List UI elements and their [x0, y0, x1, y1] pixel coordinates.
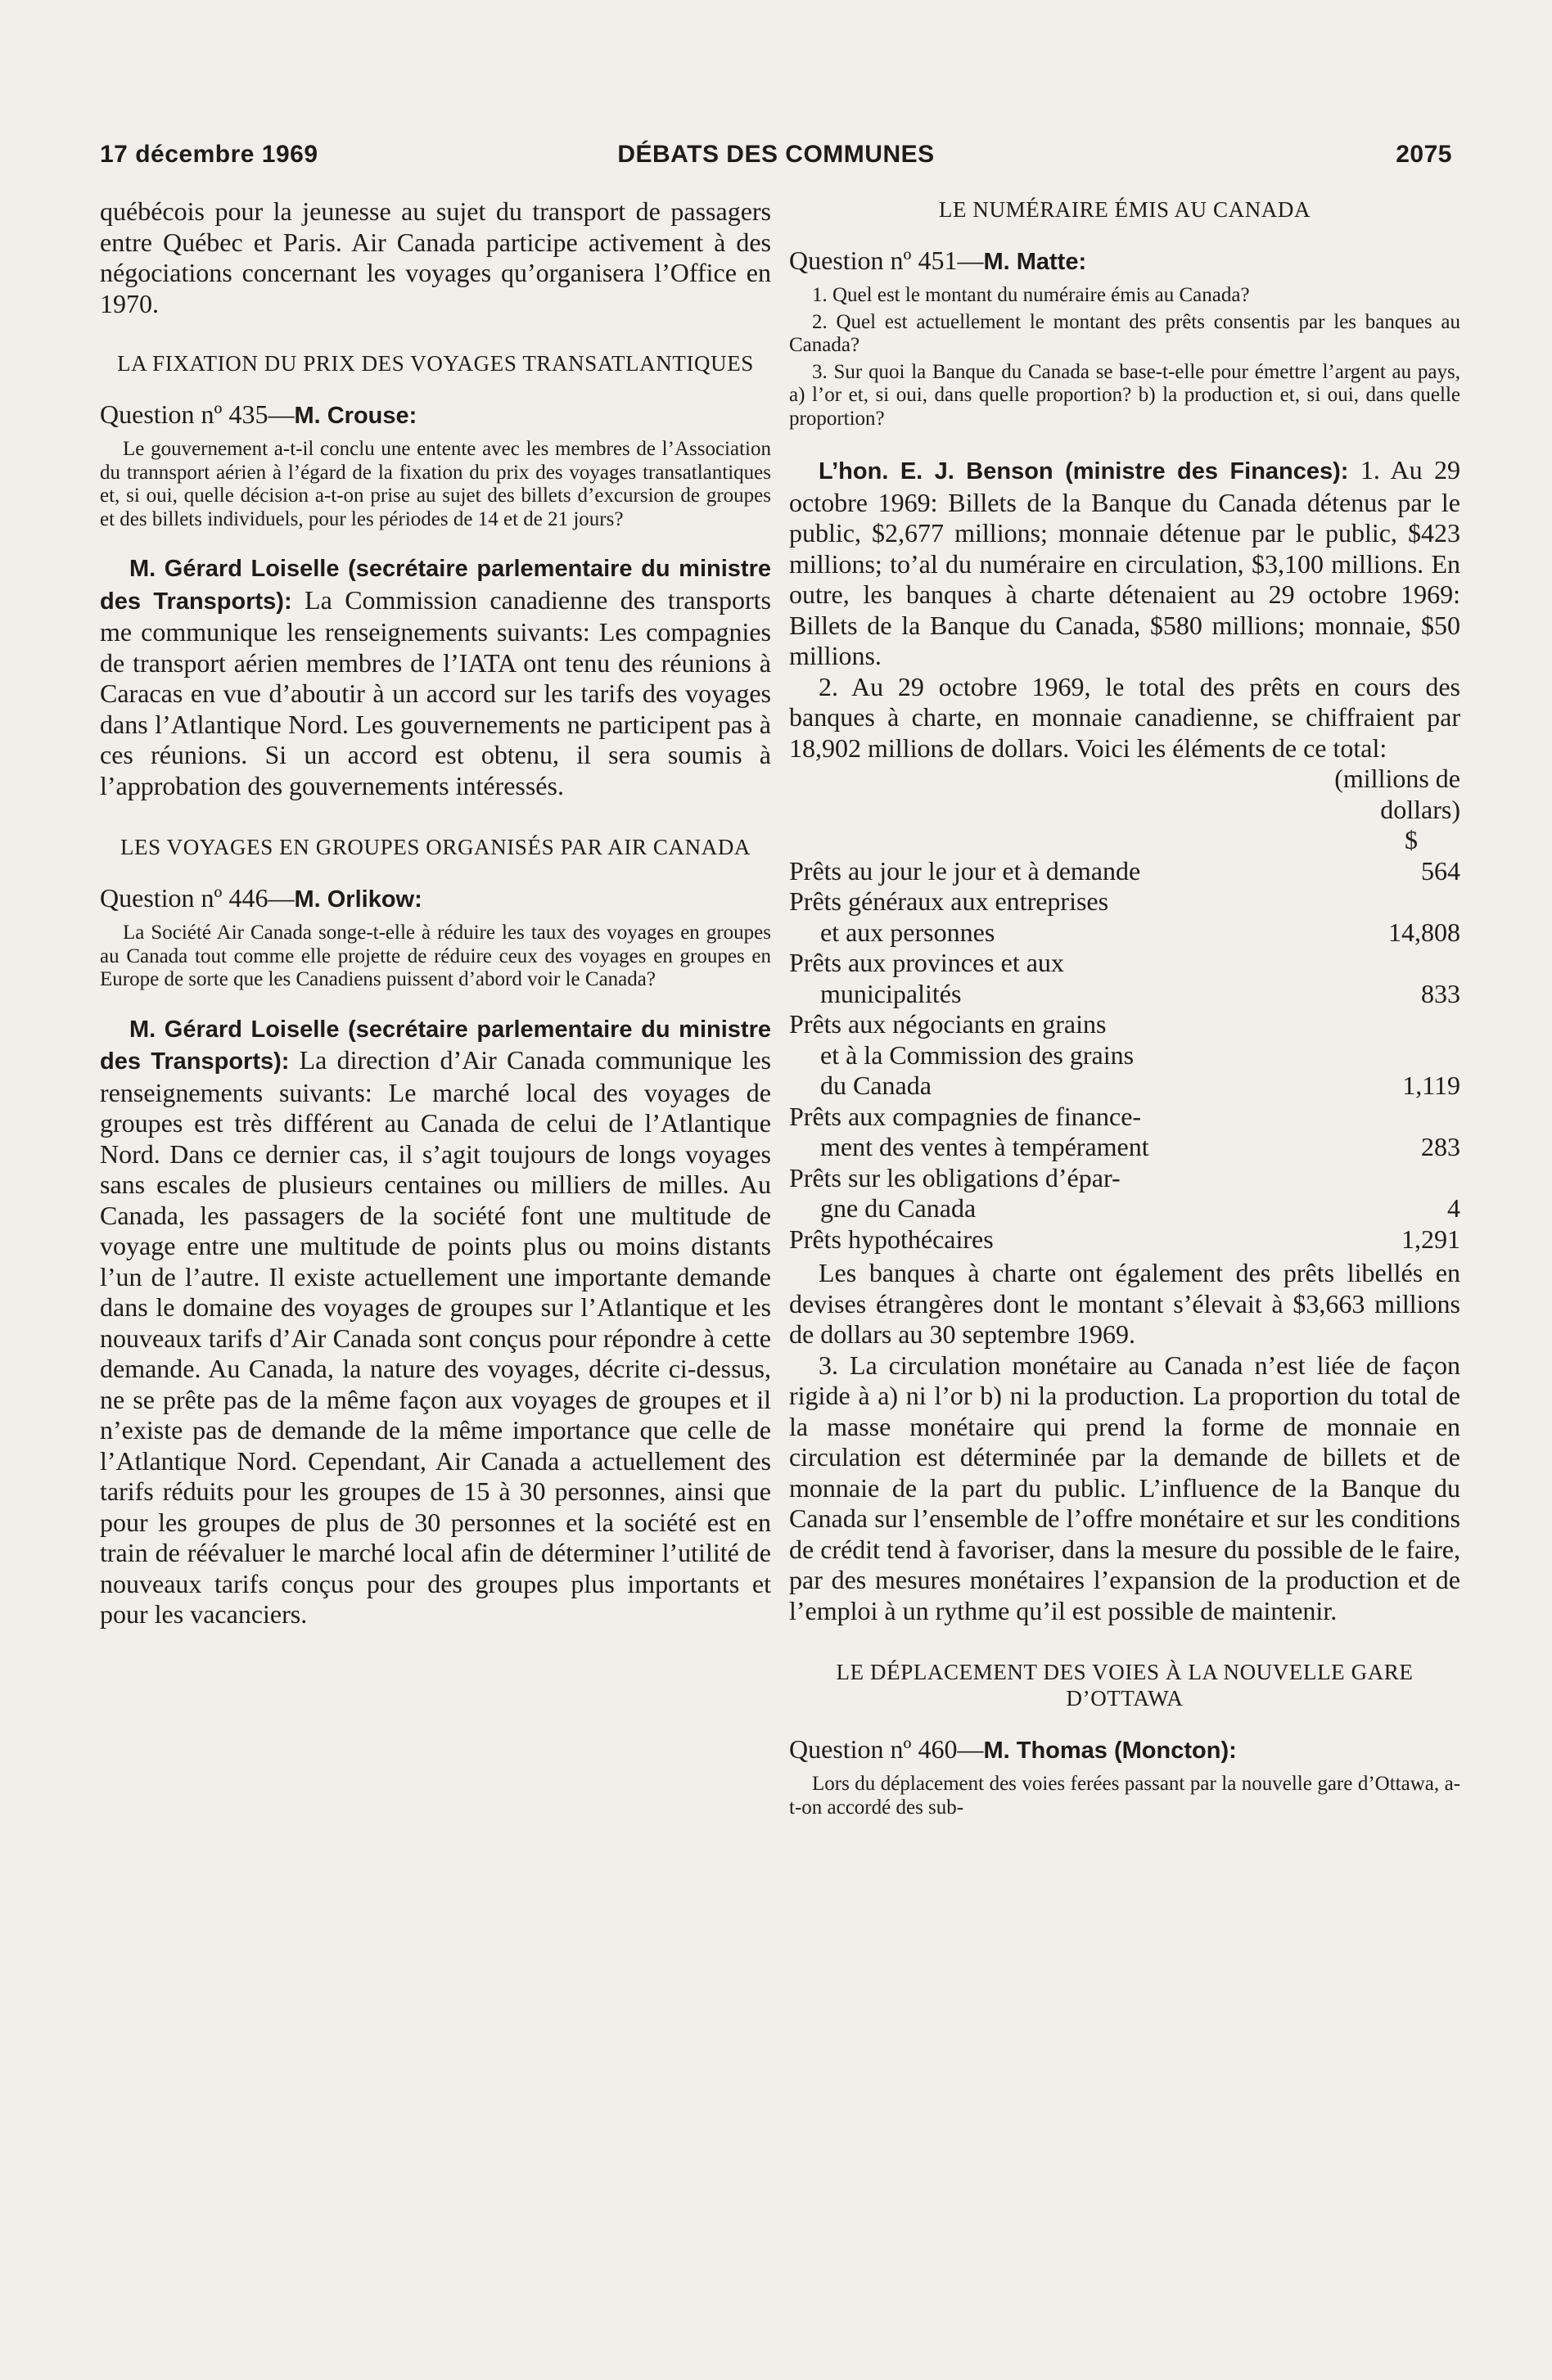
loan-category [789, 1224, 1338, 1255]
loan-category [789, 1102, 1338, 1163]
header-date: 17 décembre 1969 [100, 141, 318, 168]
question-text-body: Lors du déplacement des voies ferées passant par la nouvelle gare d’Ottawa, a-t-on accordé des sub- [789, 1773, 1460, 1819]
question-435 [100, 399, 771, 431]
loan-category-continuation: et aux personnes [820, 917, 995, 947]
question-asker: M. Matte: [983, 249, 1087, 275]
loan-category-label: Prêts aux provinces et aux [789, 948, 1064, 977]
unit-line-2: dollars) [1380, 794, 1460, 824]
right-column [789, 196, 1460, 1841]
question-item-3 [789, 361, 1460, 431]
question-item-text: 2. Quel est actuellement le montant des prêts consentis par les banques au Canada? [789, 310, 1460, 356]
question-460 [789, 1734, 1460, 1766]
loans-table [789, 764, 1460, 1255]
answer-435 [100, 552, 771, 801]
question-item-2 [789, 311, 1460, 358]
question-asker: M. Crouse: [294, 403, 417, 429]
question-item-text: 3. Sur quoi la Banque du Canada se base-t-elle pour émettre l’argent au pays, a) l’or et, si oui, dans quelle proportion? b) la production et, si oui, dans quelle proportion? [789, 360, 1460, 430]
currency-symbol: $ [1405, 825, 1418, 854]
continued-answer: québécois pour la jeunesse au sujet du transport de passagers entre Québec et Paris. Air Canada participe activement à des négociations concernant les voyages qu’organisera l’Office en 1970. [100, 196, 771, 318]
loan-amount: 1,291 [1401, 1224, 1460, 1254]
section-heading-currency: LE NUMÉRAIRE ÉMIS AU CANADA [938, 197, 1311, 222]
question-451 [789, 246, 1460, 277]
loan-row [789, 948, 1460, 1009]
loan-row [789, 886, 1460, 948]
question-text-body: Le gouvernement a-t-il conclu une entente avec les membres de l’Association du trannsport aérien à l’égard de la fixation du prix des voyages transatlantiques et, si oui, quelle décision a-t-on prise au sujet des billets d’excursion de groupes et des billets individuels, pour les périodes de 14 et de 21 jours? [100, 438, 771, 530]
unit-line-1: (millions de [1334, 764, 1460, 793]
answer-paragraph-3 [789, 1258, 1460, 1350]
answer-451 [789, 455, 1460, 672]
loan-amount: 14,808 [1388, 917, 1460, 947]
answer-paragraph-4 [789, 1350, 1460, 1627]
section-heading-transatlantic-fares: LA FIXATION DU PRIX DES VOYAGES TRANSATLANTIQUES [117, 351, 754, 376]
answer-paragraph-2 [789, 672, 1460, 764]
loan-amount: 4 [1447, 1193, 1460, 1223]
loan-category [789, 948, 1338, 1009]
loan-category-continuation: du Canada [820, 1071, 932, 1100]
loan-category-continuation: gne du Canada [820, 1193, 977, 1223]
answer-speaker: M. Gérard Loiselle (secrétaire parlementaire du ministre des Transports): [100, 556, 771, 615]
running-header [100, 141, 1452, 174]
answer-text: La direction d’Air Canada communique les renseignements suivants: Le marché local des voyages de groupes est très différent au Canada de celui de l’Atlantique Nord. Dans ce dernier cas, il s’agit toujours de longs voyages sans escales de plusieurs centaines ou milliers de milles. Au Canada, les passagers de la société font une multitude de voyage entre une multitude de points plus ou moins distants l’un de l’autre. Il existe actuellement une importante demande dans le domaine des voyages de groupes sur l’Atlantique et les nouveaux tarifs d’Air Canada sont conçus pour répondre à cette demande. Au Canada, la nature des voyages, décrite ci-dessus, ne se prête pas de la même façon aux voyages de groupes et il n’existe pas de demande de la même importance que celle de l’Atlantique Nord. Cependant, Air Canada a actuellement des tarifs réduits pour les groupes de 15 à 30 personnes, ainsi que pour les groupes de plus de 30 personnes et la société est en train de réévaluer le marché local afin de déterminer l’utilité de nouveaux tarifs conçus pour des groupes plus importants et pour les vacanciers. [100, 1045, 772, 1629]
loan-amount: 833 [1421, 978, 1460, 1008]
loan-row [789, 1224, 1460, 1255]
loan-category-continuation: et à la Commission des grains [820, 1039, 1135, 1070]
question-item-1 [789, 284, 1460, 308]
loan-row [789, 1163, 1460, 1224]
loans-table-header [789, 764, 1460, 856]
question-text-body: La Société Air Canada songe-t-elle à réduire les taux des voyages en groupes au Canada tout comme elle projette de réduire ceux des voyages en groupes en Europe de sorte que les Canadiens puissent d’abord voir le Canada? [100, 922, 771, 990]
answer-paragraph-2-text: 2. Au 29 octobre 1969, le total des prêts en cours des banques à charte, en monnaie canadienne, se chiffraient par 18,902 millions de dollars. Voici les éléments de ce total: [789, 671, 1460, 763]
answer-paragraph-1: 1. Au 29 octobre 1969: Billets de la Banque du Canada détenus par le public, $2,677 millions; monnaie détenue par le public, $423 millions; to’al du numéraire en circulation, $3,100 millions. En outre, les banques à charte détenaient au 29 octobre 1969: Billets de la Banque du Canada, $580 millions; monnaie, $50 millions. [789, 455, 1461, 670]
answer-speaker: L’hon. E. J. Benson (ministre des Finances): [819, 458, 1349, 485]
question-asker: M. Thomas (Moncton): [983, 1738, 1237, 1764]
loan-amount: 283 [1421, 1132, 1460, 1161]
header-page-number: 2075 [1396, 141, 1452, 168]
question-text [100, 438, 771, 531]
loan-category-label: Prêts généraux aux entreprises [789, 886, 1109, 916]
loan-amount: 1,119 [1402, 1071, 1460, 1100]
loans-table-body [789, 856, 1460, 1255]
loan-row [789, 856, 1460, 887]
question-number: Question nº 451— [789, 246, 984, 275]
loan-category-label: Prêts au jour le jour et à demande [789, 855, 1141, 886]
loan-category [789, 1163, 1338, 1224]
answer-paragraph-3-text: Les banques à charte ont également des prêts libellés en devises étrangères dont le montant s’élevait à $3,663 millions de dollars au 30 septembre 1969. [789, 1258, 1460, 1349]
loan-category-label: Prêts aux négociants en grains [789, 1009, 1107, 1039]
loan-category [789, 856, 1338, 887]
loan-category-continuation: municipalités [820, 978, 962, 1008]
loan-amount: 564 [1421, 855, 1460, 886]
loan-row [789, 1009, 1460, 1102]
answer-paragraph-4-text: 3. La circulation monétaire au Canada n’est liée de façon rigide à a) ni l’or b) ni la production. La proportion du total de la masse monétaire qui prend la forme de monnaie en circulation est déterminée par la demande de billets et de monnaie de la part du public. L’influence de la Banque du Canada sur l’ensemble de l’offre monétaire et sur les conditions de crédit tend à favoriser, dans la mesure du possible de le faire, par des mesures monétaires l’expansion de la production et de l’emploi à un rythme qu’il est possible de maintenir. [789, 1350, 1460, 1625]
question-number: Question nº 435— [100, 399, 295, 429]
loan-category-label: Prêts hypothécaires [789, 1224, 994, 1254]
question-number: Question nº 460— [789, 1734, 984, 1764]
question-text [100, 922, 771, 992]
question-number: Question nº 446— [100, 883, 295, 913]
loan-category [789, 1009, 1338, 1102]
section-heading-ottawa-station: LE DÉPLACEMENT DES VOIES À LA NOUVELLE GARE D’OTTAWA [836, 1660, 1414, 1711]
section-heading-group-travel: LES VOYAGES EN GROUPES ORGANISÉS PAR AIR CANADA [120, 835, 751, 859]
loan-category-label: Prêts sur les obligations d’épar- [789, 1162, 1121, 1192]
question-asker: M. Orlikow: [294, 886, 422, 913]
loan-row [789, 1102, 1460, 1163]
question-446 [100, 883, 771, 915]
answer-text: La Commission canadienne des transports me communique les renseignements suivants: Les compagnies de transport aérien membres de l’IATA ont tenu des réunions à Caracas en vue d’aboutir à un accord sur les tarifs des voyages dans l’Atlantique Nord. Les gouvernements ne participent pas à ces réunions. Si un accord est obtenu, il sera soumis à l’approbation des gouvernements intéressés. [100, 584, 772, 800]
question-text [789, 1773, 1460, 1819]
loan-category-label: Prêts aux compagnies de finance- [789, 1101, 1142, 1131]
loan-category [789, 886, 1338, 948]
loan-category-continuation: ment des ventes à tempérament [820, 1132, 1149, 1161]
header-title: DÉBATS DES COMMUNES [617, 141, 935, 168]
left-column [100, 196, 771, 1630]
question-item-text: 1. Quel est le montant du numéraire émis au Canada? [812, 284, 1250, 306]
answer-speaker: M. Gérard Loiselle (secrétaire parlementaire du ministre des Transports): [100, 1016, 771, 1075]
answer-446 [100, 1013, 771, 1630]
